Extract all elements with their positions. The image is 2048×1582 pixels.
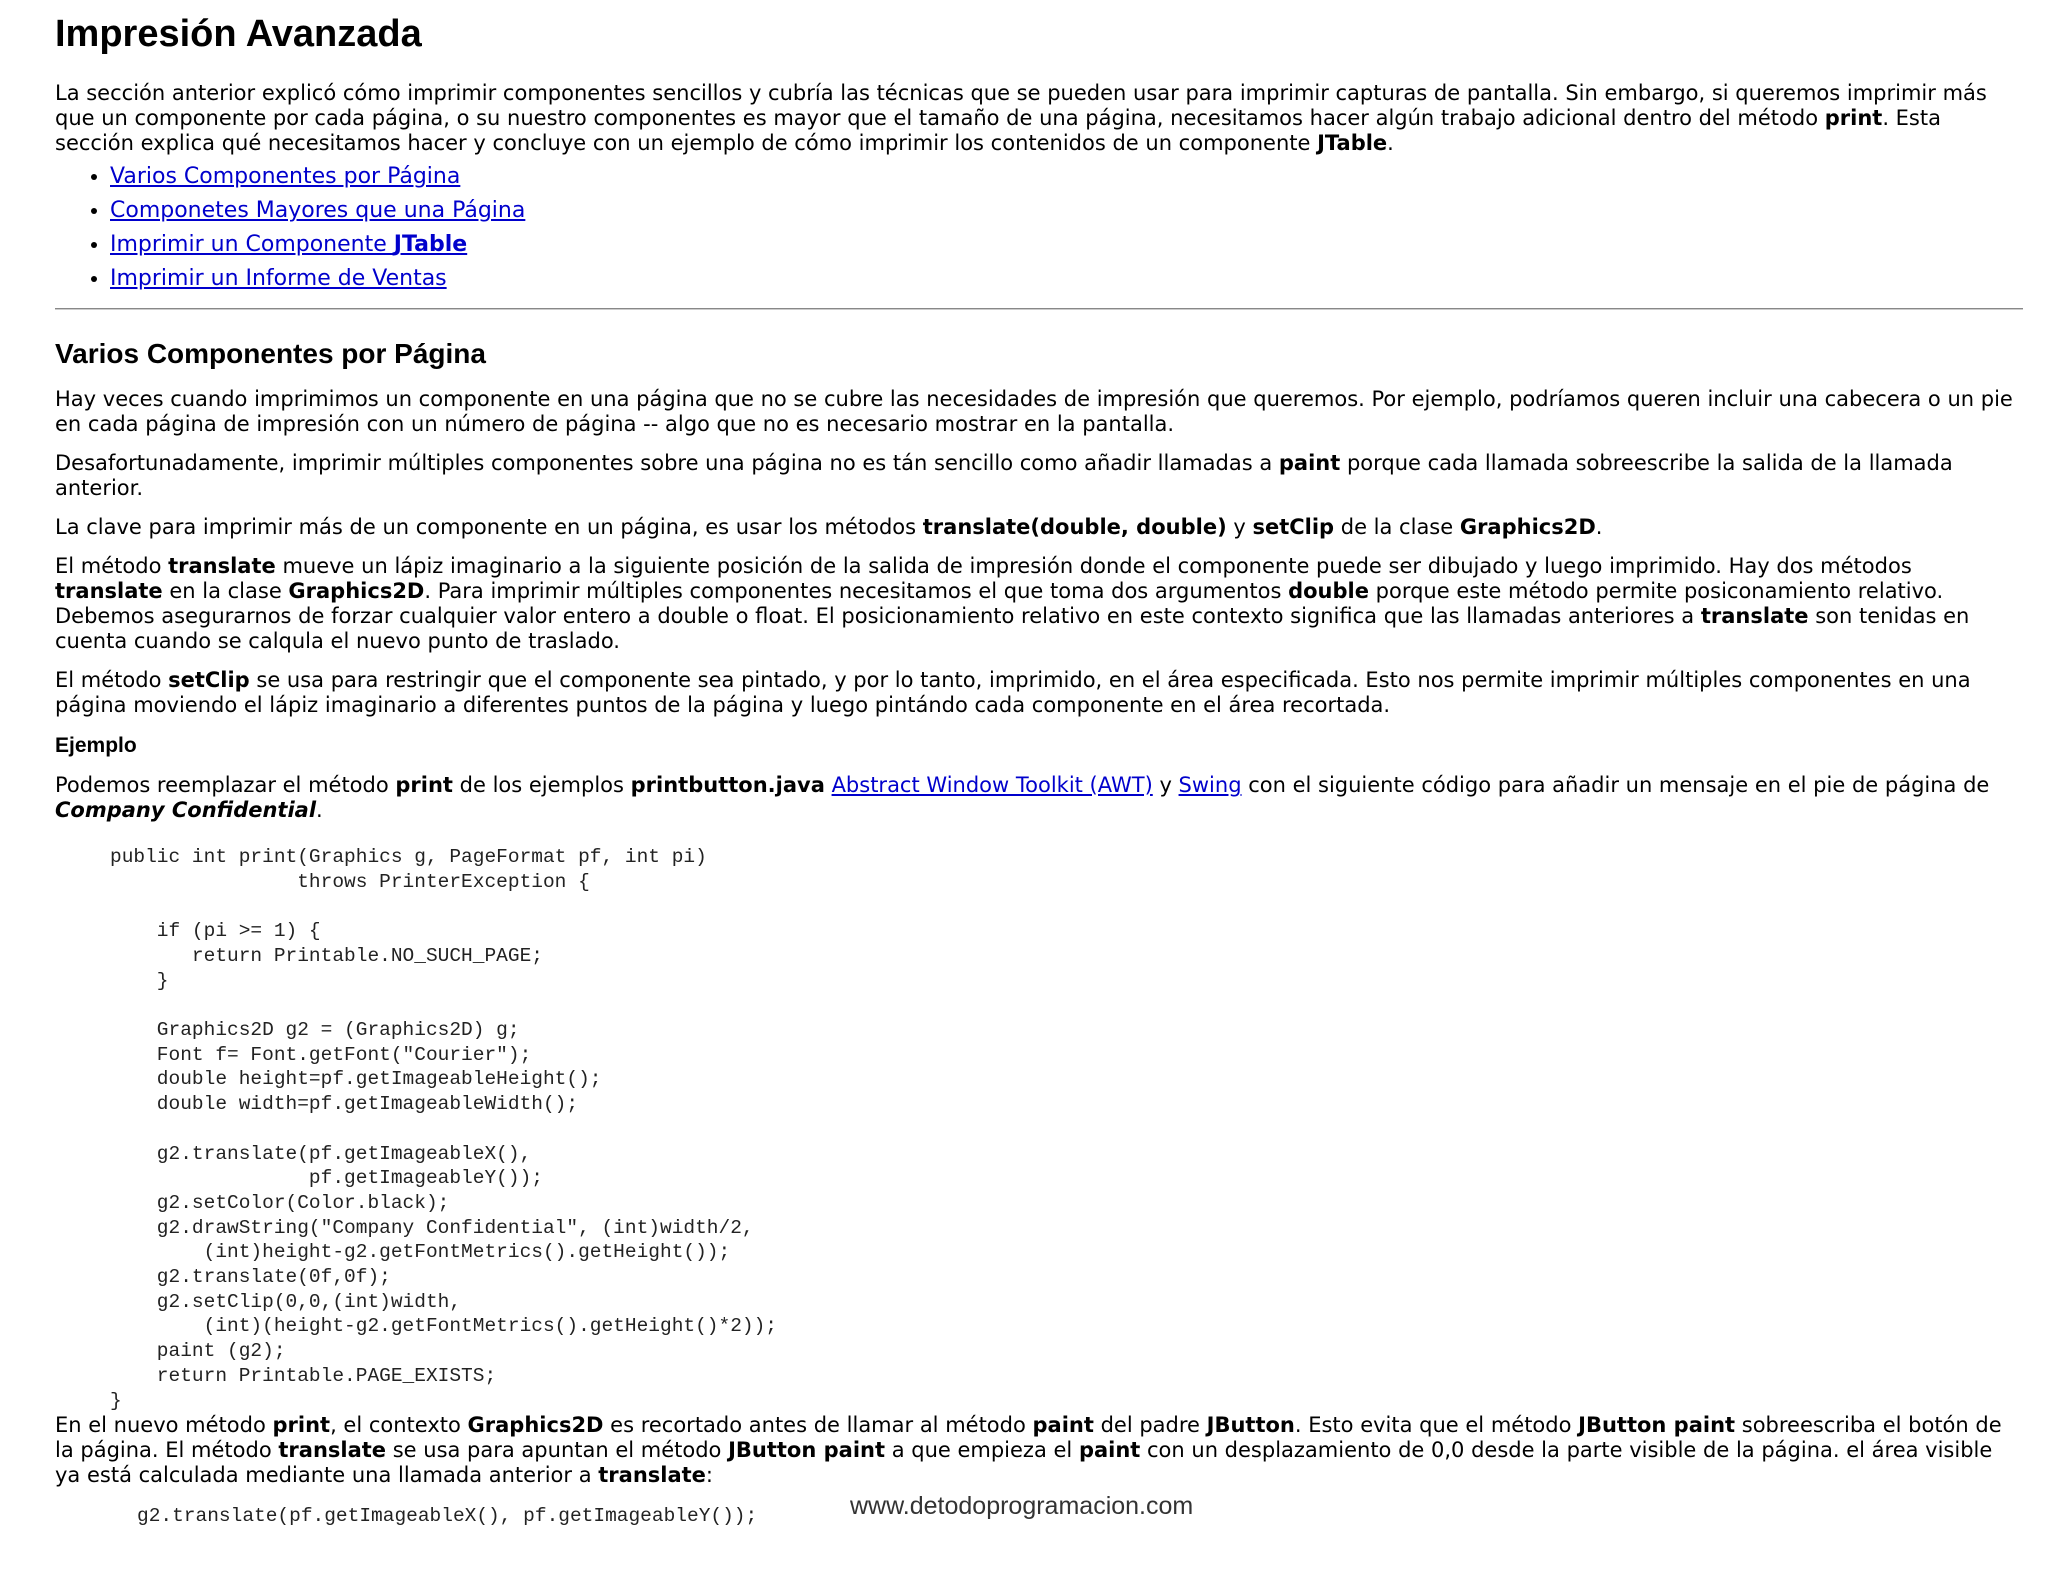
code-block-translate: g2.translate(pf.getImageableX(), pf.getImageableY()); [137,1505,758,1528]
toc-link-imprimir-jtable[interactable]: Imprimir un Componente JTable [110,232,468,258]
toc-link-informe-ventas[interactable]: Imprimir un Informe de Ventas [110,266,447,292]
paragraph-6: Podemos reemplazar el método print de los ejemplos printbutton.java Abstract Window Toolkit (AWT) y Swing con el siguiente código para añadir un mensaje en el pie de página de Company Confidential. [55,773,1990,823]
code-block-print-method: public int print(Graphics g, PageFormat pf, int pi) throws PrinterException { if (pi >= 1) { return Printable.NO_SUCH_PAGE; } Graphics2D g2 = (Graphics2D) g; Font f= Font.getFont("Courier"); double height=pf.getImageableHeight(); double width=pf.getImageableWidth(); g2.translate(pf.getImageableX(), pf.getImageableY()); g2.setColor(Color.black); g2.drawString("Company Confidential", (int)width/2, (int)height-g2.getFontMetrics().getHeight()); g2.translate(0f,0f); g2.setClip(0,0,(int)width, (int)(height-g2.getFontMetrics().getHeight()*2)); paint (g2); return Printable.PAGE_EXISTS; } [110,846,778,1412]
example-heading: Ejemplo [55,733,137,757]
paragraph-3: La clave para imprimir más de un componente en un página, es usar los métodos translate(double, double) y setClip de la clase Graphics2D. [55,514,1603,539]
toc-item [110,194,2023,228]
toc-link-componentes-mayores[interactable]: Componetes Mayores que una Página [110,198,526,224]
awt-link[interactable]: Abstract Window Toolkit (AWT) [831,773,1153,798]
watermark-text: www.detodoprogramacion.com [850,1492,1194,1520]
toc-item [110,160,2023,194]
paragraph-7: En el nuevo método print, el contexto Graphics2D es recortado antes de llamar al método paint del padre JButton. Esto evita que el método JButton paint sobreescriba el botón de la página. El método translate se usa para apuntan el método JButton paint a que empieza el paint con un desplazamiento de 0,0 desde la parte visible de la página. el área visible ya está calculada mediante una llamada anterior a translate: [55,1413,2002,1488]
document-page [55,0,2023,1529]
page-title: Impresión Avanzada [55,13,422,55]
swing-link[interactable]: Swing [1178,773,1242,798]
section-divider [55,308,2023,310]
toc-link-varios-componentes[interactable]: Varios Componentes por Página [110,164,461,190]
paragraph-5: El método setClip se usa para restringir que el componente sea pintado, y por lo tanto, imprimido, en el área especificada. Esto nos permite imprimir múltiples componentes en una página moviendo el lápiz imaginario a diferentes puntos de la página y luego pintándo cada componente en el área recortada. [55,667,1971,717]
toc-item [110,228,2023,262]
table-of-contents [55,160,2023,296]
intro-paragraph: La sección anterior explicó cómo imprimir componentes sencillos y cubría las técnicas que se pueden usar para imprimir capturas de pantalla. Sin embargo, si queremos imprimir más que un componente por cada página, o su nuestro componentes es mayor que el tamaño de una página, necesitamos hacer algún trabajo adicional dentro del método print. Esta sección explica qué necesitamos hacer y concluye con un ejemplo de cómo imprimir los contenidos de un componente JTable. [55,81,1987,156]
paragraph-2: Desafortunadamente, imprimir múltiples componentes sobre una página no es tán sencillo como añadir llamadas a paint porque cada llamada sobreescribe la salida de la llamada anterior. [55,450,1953,500]
toc-item [110,262,2023,296]
paragraph-1: Hay veces cuando imprimimos un componente en una página que no se cubre las necesidades de impresión que queremos. Por ejemplo, podríamos queren incluir una cabecera o un pie en cada página de impresión con un número de página -- algo que no es necesario mostrar en la pantalla. [55,386,2013,436]
section-heading: Varios Componentes por Página [55,338,486,370]
paragraph-4: El método translate mueve un lápiz imaginario a la siguiente posición de la salida de impresión donde el componente puede ser dibujado y luego imprimido. Hay dos métodos translate en la clase Graphics2D. Para imprimir múltiples componentes necesitamos el que toma dos argumentos double porque este método permite posiconamiento relativo. Debemos asegurarnos de forzar cualquier valor entero a double o float. El posicionamiento relativo en este contexto significa que las llamadas anteriores a translate son tenidas en cuenta cuando se calqula el nuevo punto de traslado. [55,553,1970,653]
